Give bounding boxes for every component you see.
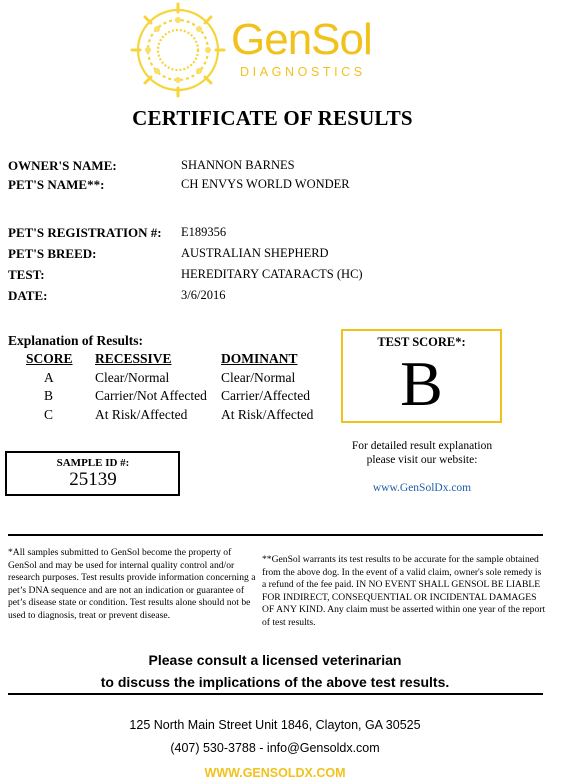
row-b-dominant: Carrier/Affected: [221, 388, 310, 403]
certificate-title: CERTIFICATE OF RESULTS: [132, 106, 413, 130]
sample-id-box: [5, 451, 180, 496]
consult-line1: Please consult a licensed veterinarian: [148, 652, 402, 668]
detail-text-line1: For detailed result explanation: [351, 440, 493, 452]
consult-line2: to discuss the implications of the above test results.: [100, 674, 450, 690]
header-recessive: RECESSIVE: [95, 351, 172, 366]
test-value: HEREDITARY CATARACTS (HC): [181, 267, 363, 281]
website-link[interactable]: www.GenSolDx.com: [372, 482, 472, 494]
row-a-recessive: Clear/Normal: [95, 370, 170, 385]
divider-bottom: [8, 693, 543, 695]
sun-dna-logo-icon: [128, 2, 228, 98]
breed-label: PET'S BREED:: [8, 246, 97, 261]
row-c-recessive: At Risk/Affected: [95, 407, 188, 422]
breed-value: AUSTRALIAN SHEPHERD: [181, 246, 329, 260]
row-b-recessive: Carrier/Not Affected: [95, 388, 207, 403]
row-b-score: B: [44, 388, 54, 403]
owner-value: SHANNON BARNES: [181, 158, 295, 172]
registration-value: E189356: [181, 225, 227, 239]
test-score-label: TEST SCORE*:: [377, 335, 466, 349]
registration-label: PET'S REGISTRATION #:: [8, 225, 162, 240]
footer-contact: (407) 530-3788 - info@Gensoldx.com: [170, 741, 380, 755]
owner-label: OWNER'S NAME:: [8, 158, 117, 173]
test-score-value: B: [400, 348, 443, 419]
logo-brand-text: GenSol: [231, 15, 372, 64]
sample-id-value: 25139: [69, 469, 117, 490]
date-value: 3/6/2016: [181, 288, 226, 302]
logo-tagline: DIAGNOSTICS: [240, 65, 366, 79]
sample-id-label: SAMPLE ID #:: [56, 457, 130, 469]
test-label: TEST:: [8, 267, 45, 282]
row-a-dominant: Clear/Normal: [221, 370, 296, 385]
pet-name-label: PET'S NAME**:: [8, 177, 105, 192]
row-c-score: C: [44, 407, 54, 422]
date-label: DATE:: [8, 288, 48, 303]
detail-text-line2: please visit our website:: [366, 454, 478, 466]
divider-top: [8, 534, 543, 536]
row-a-score: A: [44, 370, 54, 385]
row-c-dominant: At Risk/Affected: [221, 407, 314, 422]
disclaimer-left: *All samples submitted to GenSol become the property of GenSol and may be used for internal quality control and/or research purposes. Test results provide information concerning a pet’s DNA sequence and are not an indication or guarantee of pet’s disease state or condition. Test results alone should not be used to diagnosis, treat or prevent disease.: [8, 547, 256, 621]
footer-address: 125 North Main Street Unit 1846, Clayton, GA 30525: [129, 718, 421, 732]
header-dominant: DOMINANT: [221, 351, 298, 366]
test-score-box: [341, 329, 502, 423]
disclaimer-right: **GenSol warrants its test results to be accurate for the sample obtained from the above dog. In the event of a valid claim, owner's sole remedy is a refund of the fee paid. IN NO EVENT SHALL GENSOL BE LIABLE FOR INDIRECT, CONSEQUENTIAL OR INCIDENTAL DAMAGES OF ANY KIND. Any claim must be asserted within one year of the report of test results.: [262, 554, 546, 628]
footer-website-link[interactable]: WWW.GENSOLDX.COM: [204, 766, 346, 780]
header-score: SCORE: [26, 351, 73, 366]
pet-name-value: CH ENVYS WORLD WONDER: [181, 177, 350, 191]
explanation-title: Explanation of Results:: [8, 333, 144, 348]
